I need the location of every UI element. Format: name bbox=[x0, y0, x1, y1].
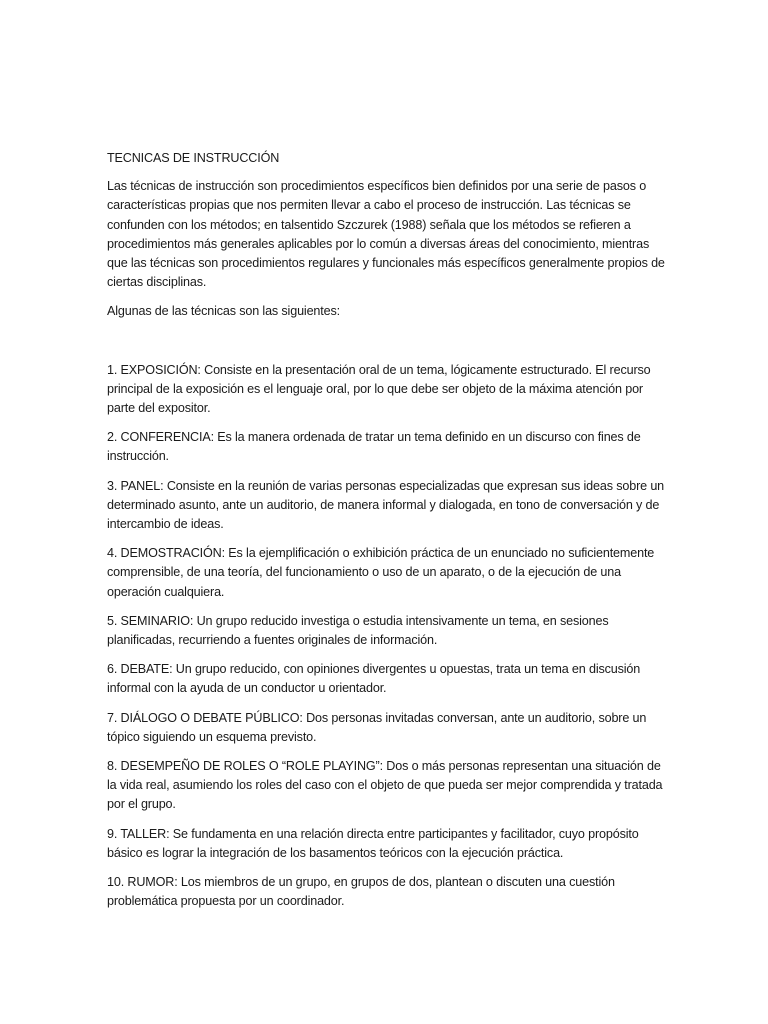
document-title: TECNICAS DE INSTRUCCIÓN bbox=[107, 151, 280, 165]
list-item: 10. RUMOR: Los miembros de un grupo, en grupos de dos, plantean o discuten una cuestión problemática propuesta por un coordinador. bbox=[107, 875, 615, 909]
spacer bbox=[107, 332, 667, 361]
list-item: 5. SEMINARIO: Un grupo reducido investiga o estudia intensivamente un tema, en sesiones planificadas, recurriendo a fuentes originales de información. bbox=[107, 613, 609, 648]
list-item: 2. CONFERENCIA: Es la manera ordenada de tratar un tema definido en un discurso con fines de instrucción. bbox=[107, 430, 641, 464]
list-item: 9. TALLER: Se fundamenta en una relación directa entre participantes y facilitador, cuyo propósito básico es lograr la integración de los basamentos teóricos con la ejecución práctica. bbox=[107, 826, 639, 860]
list-item: 6. DEBATE: Un grupo reducido, con opiniones divergentes u opuestas, trata un tema en discusión informal con la ayuda de un conductor u orientador. bbox=[107, 662, 641, 696]
document-body bbox=[107, 149, 667, 922]
list-item: 3. PANEL: Consiste en la reunión de varias personas especializadas que expresan sus ideas sobre un determinado asunto, ante un auditorio, de manera informal y dialogada, en tono de conversación y de intercambio de ideas. bbox=[107, 478, 665, 532]
intro-paragraph: Las técnicas de instrucción son procedimientos específicos bien definidos por una serie de pasos o características propias que nos permiten llevar a cabo el proceso de instrucción. Las técnicas se confunden con los métodos; en talsentido Szczurek (1988) señala que los métodos se refieren a procedimientos más generales aplicables por lo común a diversas áreas del conocimiento, mientras que las técnicas son procedimientos regulares y funcionales más específicos generalmente propios de ciertas disciplinas. bbox=[107, 179, 665, 290]
lead-paragraph: Algunas de las técnicas son las siguientes: bbox=[107, 304, 340, 319]
list-item: 4. DEMOSTRACIÓN: Es la ejemplificación o exhibición práctica de un enunciado no suficientemente comprensible, de una teoría, del funcionamiento o uso de un aparato, o de la ejecución de una operación cualquiera. bbox=[107, 546, 655, 599]
list-item: 8. DESEMPEÑO DE ROLES O “ROLE PLAYING”: Dos o más personas representan una situación de la vida real, asumiendo los roles del caso con el objeto de que pueda ser mejor comprendida y tratada por el grupo. bbox=[107, 759, 663, 812]
list-item: 1. EXPOSICIÓN: Consiste en la presentación oral de un tema, lógicamente estructurado. El recurso principal de la exposición es el lenguaje oral, por lo que debe ser objeto de la máxima atención por parte del expositor. bbox=[107, 362, 651, 416]
list-item: 7. DIÁLOGO O DEBATE PÚBLICO: Dos personas invitadas conversan, ante un auditorio, sobre un tópico siguiendo un esquema previsto. bbox=[107, 710, 647, 744]
